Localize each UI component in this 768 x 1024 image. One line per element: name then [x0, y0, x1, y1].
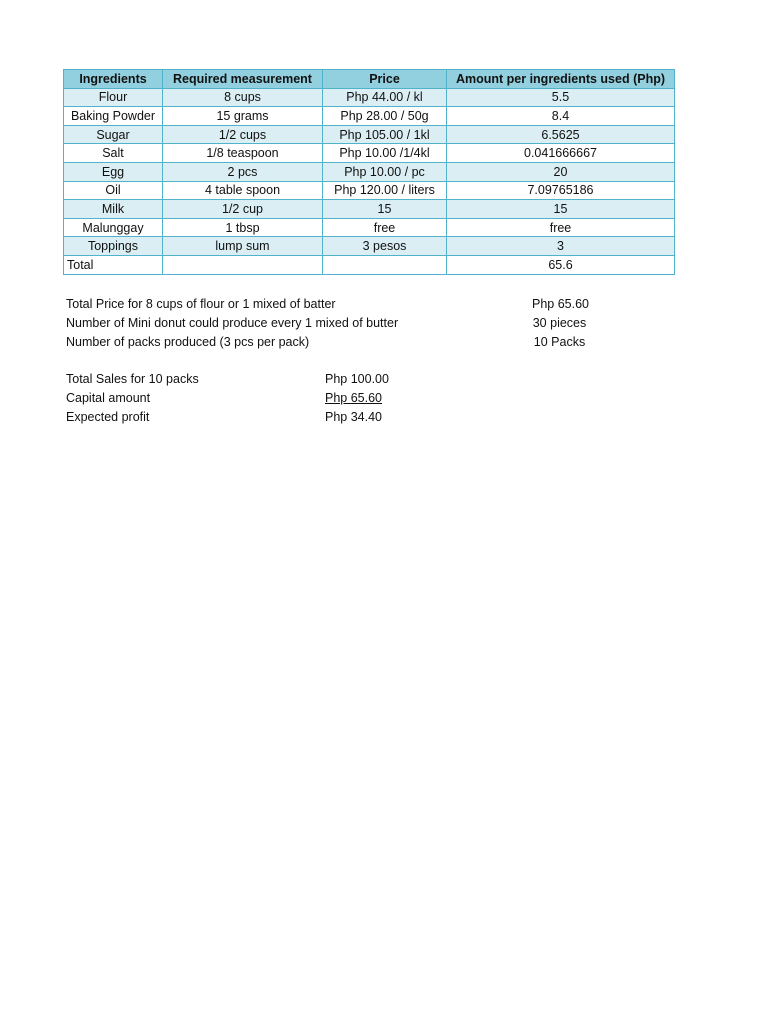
summary-value: 10 Packs: [533, 335, 586, 349]
amount-cell: 0.041666667: [447, 144, 675, 163]
summary-label: Expected profit: [66, 410, 150, 424]
measurement-cell: 1 tbsp: [163, 218, 323, 237]
empty-cell: [323, 255, 447, 274]
ingredient-cell: Toppings: [64, 237, 163, 256]
summary-label: Number of Mini donut could produce every 1 mixed of butter: [66, 316, 399, 330]
summary-row-profit: [66, 408, 466, 427]
header-amount-used: Amount per ingredients used (Php): [447, 70, 675, 89]
ingredient-cell: Malunggay: [64, 218, 163, 237]
price-cell: Php 105.00 / 1kl: [323, 125, 447, 144]
ingredient-cell: Baking Powder: [64, 107, 163, 126]
price-cell: Php 44.00 / kl: [323, 88, 447, 107]
summary-row-packs: [66, 333, 626, 352]
empty-cell: [163, 255, 323, 274]
ingredient-cell: Flour: [64, 88, 163, 107]
ingredient-cell: Egg: [64, 162, 163, 181]
summary-label: Total Sales for 10 packs: [66, 372, 199, 386]
summary-value: Php 65.60: [325, 391, 382, 405]
measurement-cell: lump sum: [163, 237, 323, 256]
table-row: [64, 125, 675, 144]
total-label: Total: [64, 255, 163, 274]
summary-value: Php 34.40: [325, 410, 382, 424]
amount-cell: 6.5625: [447, 125, 675, 144]
amount-cell: 8.4: [447, 107, 675, 126]
measurement-cell: 4 table spoon: [163, 181, 323, 200]
summary-row-total-sales: [66, 370, 466, 389]
summary-row-donut-count: [66, 314, 626, 333]
table-row: [64, 237, 675, 256]
sales-summary: [66, 370, 466, 427]
summary-value: 30 pieces: [532, 316, 587, 330]
table-row: [64, 200, 675, 219]
table-row: [64, 218, 675, 237]
ingredients-cost-table: [63, 69, 675, 275]
measurement-cell: 15 grams: [163, 107, 323, 126]
price-cell: Php 28.00 / 50g: [323, 107, 447, 126]
amount-cell: 20: [447, 162, 675, 181]
table-row: [64, 107, 675, 126]
amount-cell: 7.09765186: [447, 181, 675, 200]
table-header-row: [64, 70, 675, 89]
amount-cell: free: [447, 218, 675, 237]
measurement-cell: 1/2 cups: [163, 125, 323, 144]
header-ingredients: Ingredients: [64, 70, 163, 89]
amount-cell: 15: [447, 200, 675, 219]
header-required-measurement: Required measurement: [163, 70, 323, 89]
summary-label: Capital amount: [66, 391, 151, 405]
header-price: Price: [323, 70, 447, 89]
production-summary: [66, 295, 626, 352]
summary-label: Number of packs produced (3 pcs per pack): [66, 335, 310, 349]
ingredient-cell: Milk: [64, 200, 163, 219]
ingredient-cell: Sugar: [64, 125, 163, 144]
price-cell: free: [323, 218, 447, 237]
total-row: [64, 255, 675, 274]
price-cell: Php 120.00 / liters: [323, 181, 447, 200]
measurement-cell: 8 cups: [163, 88, 323, 107]
summary-value: Php 65.60: [532, 297, 589, 311]
summary-row-total-price: [66, 295, 626, 314]
summary-label: Total Price for 8 cups of flour or 1 mixed of batter: [66, 297, 336, 311]
summary-value: Php 100.00: [325, 372, 389, 386]
price-cell: 3 pesos: [323, 237, 447, 256]
price-cell: 15: [323, 200, 447, 219]
measurement-cell: 2 pcs: [163, 162, 323, 181]
table-row: [64, 88, 675, 107]
amount-cell: 3: [447, 237, 675, 256]
table-row: [64, 181, 675, 200]
price-cell: Php 10.00 /1/4kl: [323, 144, 447, 163]
amount-cell: 5.5: [447, 88, 675, 107]
price-cell: Php 10.00 / pc: [323, 162, 447, 181]
summary-row-capital: [66, 389, 466, 408]
ingredient-cell: Oil: [64, 181, 163, 200]
ingredient-cell: Salt: [64, 144, 163, 163]
table-row: [64, 162, 675, 181]
measurement-cell: 1/8 teaspoon: [163, 144, 323, 163]
measurement-cell: 1/2 cup: [163, 200, 323, 219]
total-value: 65.6: [447, 255, 675, 274]
table-row: [64, 144, 675, 163]
